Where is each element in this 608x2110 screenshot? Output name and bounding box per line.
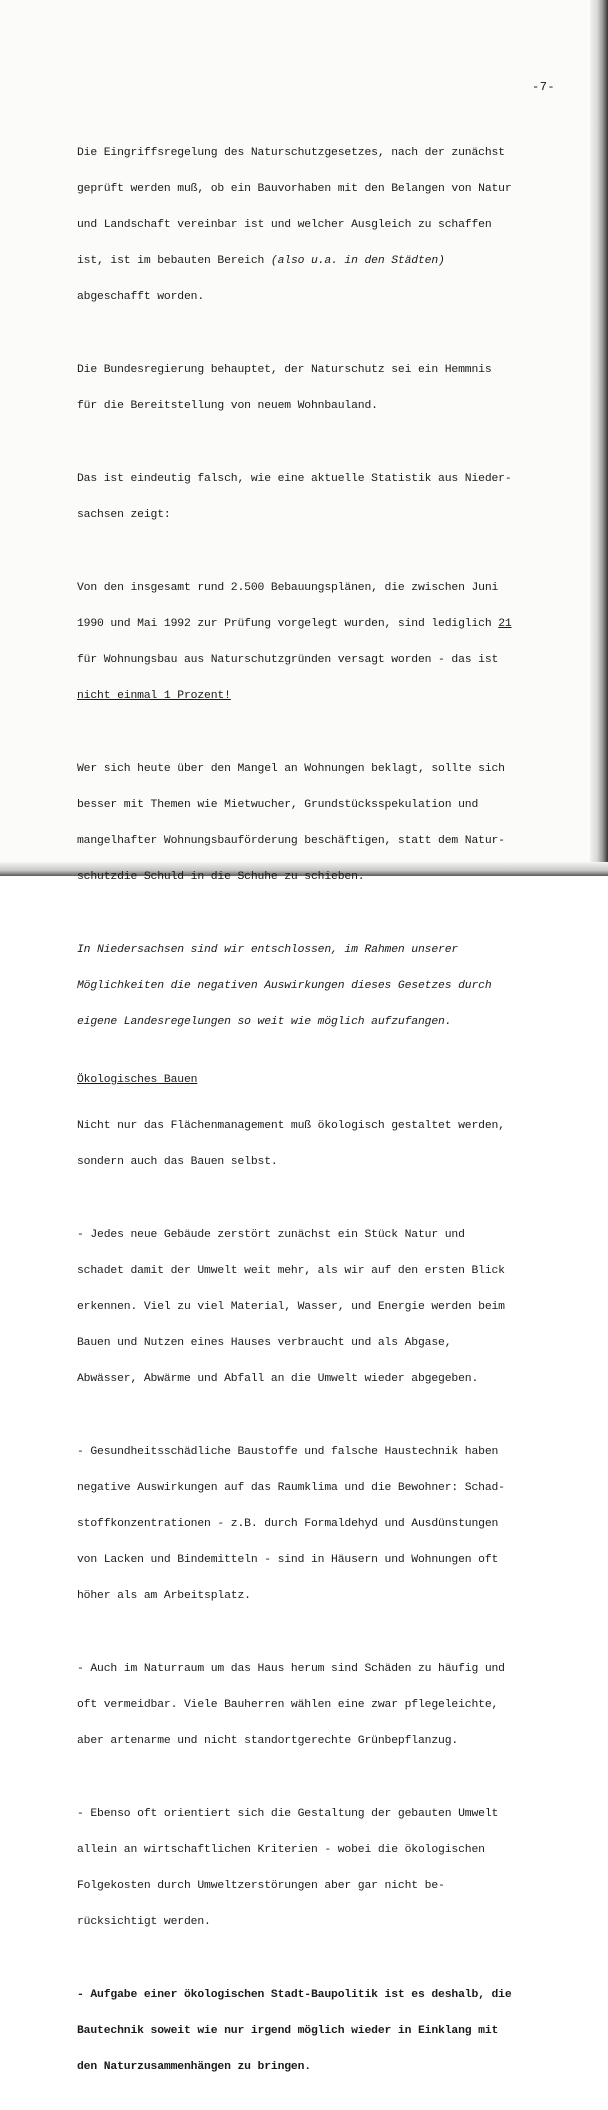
underlined-number: 21: [498, 618, 512, 630]
text-line: sachsen zeigt:: [77, 509, 171, 521]
text-line: Die Bundesregierung behauptet, der Naturschutz sei ein Hemmnis: [77, 364, 492, 376]
text-line: rücksichtigt werden.: [77, 1916, 211, 1928]
text-line: für Wohnungsbau aus Naturschutzgründen versagt worden - das ist: [77, 654, 499, 666]
text-line: erkennen. Viel zu viel Material, Wasser, und Energie werden beim: [77, 1301, 505, 1313]
text-fragment: 1990 und Mai 1992 zur Prüfung vorgelegt wurden, sind lediglich: [77, 618, 499, 630]
text-line: oft vermeidbar. Viele Bauherren wählen eine zwar pflegeleichte,: [77, 1699, 499, 1711]
text-line: sondern auch das Bauen selbst.: [77, 1156, 278, 1168]
text-line: - Jedes neue Gebäude zerstört zunächst ein Stück Natur und: [77, 1229, 465, 1241]
text-fragment: ist, ist im bebauten Bereich: [77, 255, 271, 267]
text-line: schutzdie Schuld in die Schuhe zu schieben.: [77, 871, 365, 883]
scan-edge-right: [590, 0, 608, 876]
text-line: für die Bereitstellung von neuem Wohnbauland.: [77, 400, 378, 412]
text-line: Folgekosten durch Umweltzerstörungen aber gar nicht be-: [77, 1880, 445, 1892]
text-line: aber artenarme und nicht standortgerechte Grünbepflanzug.: [77, 1735, 459, 1747]
paragraph-bundesregierung: [77, 340, 557, 436]
text-line: Bautechnik soweit wie nur irgend möglich wieder in Einklang mit: [77, 2025, 499, 2037]
text-line: schadet damit der Umwelt weit mehr, als wir auf den ersten Blick: [77, 1265, 505, 1277]
paragraph-statistik: [77, 449, 557, 545]
paragraph-bebauungsplaene: [77, 558, 557, 726]
paragraph-flaechenmanagement: [77, 1096, 557, 1192]
document-body: [77, 123, 557, 2110]
bullet-gebaeude: [77, 1205, 557, 1409]
text-line: stoffkonzentrationen - z.B. durch Formaldehyd und Ausdünstungen: [77, 1518, 499, 1530]
text-line: Abwässer, Abwärme und Abfall an die Umwelt wieder abgegeben.: [77, 1373, 479, 1385]
page-number: -7-: [532, 80, 556, 94]
bullet-baustoffe: [77, 1422, 557, 1626]
text-line: besser mit Themen wie Mietwucher, Grundstücksspekulation und: [77, 799, 479, 811]
text-line: von Lacken und Bindemitteln - sind in Häusern und Wohnungen oft: [77, 1554, 499, 1566]
text-line: und Landschaft vereinbar ist und welcher Ausgleich zu schaffen: [77, 219, 492, 231]
text-line: höher als am Arbeitsplatz.: [77, 1590, 251, 1602]
paragraph-wohnungsmangel: [77, 739, 557, 907]
italic-fragment: (also u.a. in den Städten): [270, 255, 445, 267]
text-line: In Niedersachsen sind wir entschlossen, im Rahmen unserer: [77, 944, 459, 956]
bullet-gestaltung: [77, 1784, 557, 1952]
text-line: Bauen und Nutzen eines Hauses verbraucht und als Abgase,: [77, 1337, 452, 1349]
text-line: - Gesundheitsschädliche Baustoffe und falsche Haustechnik haben: [77, 1446, 499, 1458]
bullet-aufgabe: [77, 1965, 557, 2097]
text-line: mangelhafter Wohnungsbauförderung beschäftigen, statt dem Natur-: [77, 835, 505, 847]
text-line: negative Auswirkungen auf das Raumklima und die Bewohner: Schad-: [77, 1482, 505, 1494]
underlined-line: nicht einmal 1 Prozent!: [77, 690, 231, 702]
section-heading: Ökologisches Bauen: [77, 1074, 198, 1086]
text-line: - Ebenso oft orientiert sich die Gestaltung der gebauten Umwelt: [77, 1808, 499, 1820]
text-line: den Naturzusammenhängen zu bringen.: [77, 2061, 311, 2073]
text-line: [77, 255, 557, 267]
text-line: - Aufgabe einer ökologischen Stadt-Baupolitik ist es deshalb, die: [77, 1989, 512, 2001]
text-line: Von den insgesamt rund 2.500 Bebauungsplänen, die zwischen Juni: [77, 582, 499, 594]
text-line: - Auch im Naturraum um das Haus herum sind Schäden zu häufig und: [77, 1663, 505, 1675]
text-line: allein an wirtschaftlichen Kriterien - wobei die ökologischen: [77, 1844, 485, 1856]
paragraph-eingriffsregelung: [77, 123, 557, 327]
text-line: geprüft werden muß, ob ein Bauvorhaben mit den Belangen von Natur: [77, 183, 512, 195]
text-line: Nicht nur das Flächenmanagement muß ökologisch gestaltet werden,: [77, 1120, 505, 1132]
paragraph-niedersachsen: [77, 920, 557, 1052]
bullet-naturraum: [77, 1639, 557, 1771]
text-line: Das ist eindeutig falsch, wie eine aktuelle Statistik aus Nieder-: [77, 473, 512, 485]
text-line: Die Eingriffsregelung des Naturschutzgesetzes, nach der zunächst: [77, 147, 505, 159]
text-line: [77, 618, 557, 630]
text-line: abgeschafft worden.: [77, 291, 205, 303]
text-line: Wer sich heute über den Mangel an Wohnungen beklagt, sollte sich: [77, 763, 505, 775]
text-line: Möglichkeiten die negativen Auswirkungen dieses Gesetzes durch: [77, 980, 492, 992]
text-line: eigene Landesregelungen so weit wie möglich aufzufangen.: [77, 1016, 452, 1028]
